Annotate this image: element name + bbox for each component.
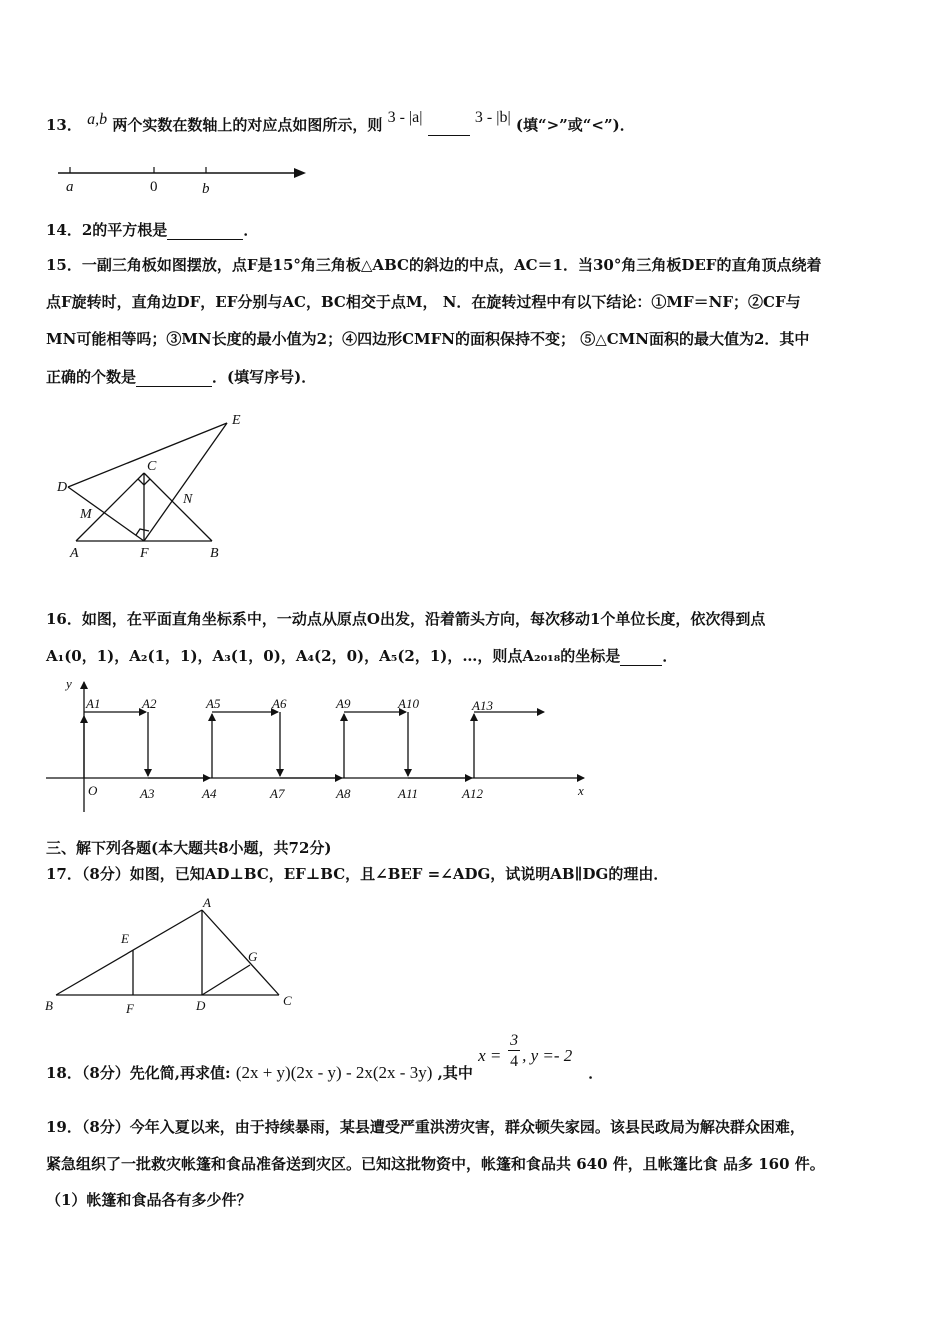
q16-label-A2: A2 bbox=[142, 696, 157, 711]
q16-line2-text: A₁(0，1)，A₂(1，1)，A₃(1，0)，A₄(2，0)，A₅(2，1)，…，则点A₂₀₁₈的坐标是 bbox=[46, 647, 621, 665]
q16-line2-end: ． bbox=[662, 647, 678, 665]
q18-y-equals: , y =- 2 bbox=[522, 1046, 573, 1065]
q19-line2: 紧急组织了一批救灾帐篷和食品准备送到灾区。已知这批物资中，帐篷和食品共 640 件，且帐篷比食 品多 160 件。 bbox=[46, 1155, 825, 1173]
q18-expression: (2x + y)(2x - y) - 2x(2x - 3y) bbox=[235, 1063, 433, 1082]
q13-axis-a: a bbox=[66, 179, 74, 195]
q18-end: ． bbox=[588, 1064, 604, 1082]
q19-line3: （1）帐篷和食品各有多少件？ bbox=[46, 1191, 252, 1209]
q17-text: 17．（8分）如图，已知AD⊥BC，EF⊥BC，且∠BEF =∠ADG，试说明AB∥DG的理由． bbox=[46, 865, 669, 883]
q17-label-C: C bbox=[283, 993, 292, 1008]
q16-label-A3: A3 bbox=[140, 786, 155, 801]
q15-label-M: M bbox=[80, 507, 92, 522]
q18-fraction-numerator: 3 bbox=[510, 1032, 519, 1049]
q13-text1: 两个实数在数轴上的对应点如图所示，则 bbox=[112, 116, 383, 134]
q15-line4-end: ．(填写序号)． bbox=[212, 368, 317, 386]
q15-label-A: A bbox=[70, 546, 79, 561]
q17-label-F: F bbox=[126, 1001, 134, 1016]
q15-label-F: F bbox=[140, 546, 149, 561]
q18-text1: 18．（8分）先化简,再求值: bbox=[46, 1064, 231, 1082]
q16-label-A5: A5 bbox=[206, 696, 221, 711]
q18-values bbox=[478, 1032, 583, 1070]
q16-line1: 16．如图，在平面直角坐标系中，一动点从原点O出发，沿着箭头方向，每次移动1个单位长度，依次得到点 bbox=[46, 610, 766, 628]
q15-line2: 点F旋转时，直角边DF，EF分别与AC，BC相交于点M， N．在旋转过程中有以下结论：①MF＝NF；②CF与 bbox=[46, 293, 801, 311]
q16-label-A9: A9 bbox=[336, 696, 351, 711]
q15-label-E: E bbox=[232, 413, 241, 428]
q13-axis-zero: 0 bbox=[150, 179, 158, 195]
q16-label-A6: A6 bbox=[272, 696, 287, 711]
q13-expr2: 3 - |b| bbox=[474, 109, 511, 126]
q16-label-A11: A11 bbox=[398, 786, 418, 801]
q17-label-E: E bbox=[121, 931, 129, 946]
q17-label-G: G bbox=[248, 949, 258, 964]
q13-number: 13． bbox=[46, 116, 82, 134]
q13-expr1: 3 - |a| bbox=[387, 109, 423, 126]
q16-label-A13: A13 bbox=[472, 698, 493, 713]
q18-x-equals: x = bbox=[478, 1046, 502, 1065]
q15-line1: 15．一副三角板如图摆放，点F是15°角三角板△ABC的斜边的中点，AC＝1．当30°角三角板DEF的直角顶点绕着 bbox=[46, 256, 822, 274]
q18-text2: ,其中 bbox=[437, 1064, 473, 1082]
q16-label-A4: A4 bbox=[202, 786, 217, 801]
q16-label-y: y bbox=[66, 676, 72, 691]
q19-line1: 19．（8分）今年入夏以来，由于持续暴雨，某县遭受严重洪涝灾害，群众顿失家园。该县民政局为解决群众困难， bbox=[46, 1118, 805, 1136]
q15-line3: MN可能相等吗；③MN长度的最小值为2；④四边形CMFN的面积保持不变； ⑤△CMN面积的最大值为2．其中 bbox=[46, 330, 810, 348]
section-3-title: 三、解下列各题(本大题共8小题，共72分) bbox=[46, 839, 332, 857]
q15-label-C: C bbox=[147, 459, 157, 474]
q18-line bbox=[46, 1032, 604, 1083]
q16-label-x: x bbox=[578, 783, 584, 798]
q15-label-N: N bbox=[183, 492, 193, 507]
q14-text: 2的平方根是 bbox=[81, 221, 168, 239]
q13-text2: (填“>”或“<”)． bbox=[515, 116, 635, 134]
q14-end: ． bbox=[243, 221, 259, 239]
q18-fraction-denominator: 4 bbox=[510, 1053, 519, 1070]
q15-label-D: D bbox=[57, 480, 68, 495]
q16-label-A8: A8 bbox=[336, 786, 351, 801]
q17-label-D: D bbox=[196, 998, 206, 1013]
q17-label-B: B bbox=[45, 998, 53, 1013]
q15-label-B: B bbox=[210, 546, 219, 561]
q15-line4-text: 正确的个数是 bbox=[46, 368, 137, 386]
q13-vars: a,b bbox=[87, 111, 108, 128]
q17-label-A: A bbox=[203, 895, 211, 910]
q16-label-A7: A7 bbox=[270, 786, 285, 801]
q16-label-A10: A10 bbox=[398, 696, 419, 711]
q14-number: 14． bbox=[46, 221, 82, 239]
q16-label-A12: A12 bbox=[462, 786, 483, 801]
q16-label-A1: A1 bbox=[86, 696, 101, 711]
q13-axis-b: b bbox=[202, 181, 210, 197]
q16-label-O: O bbox=[88, 783, 98, 798]
